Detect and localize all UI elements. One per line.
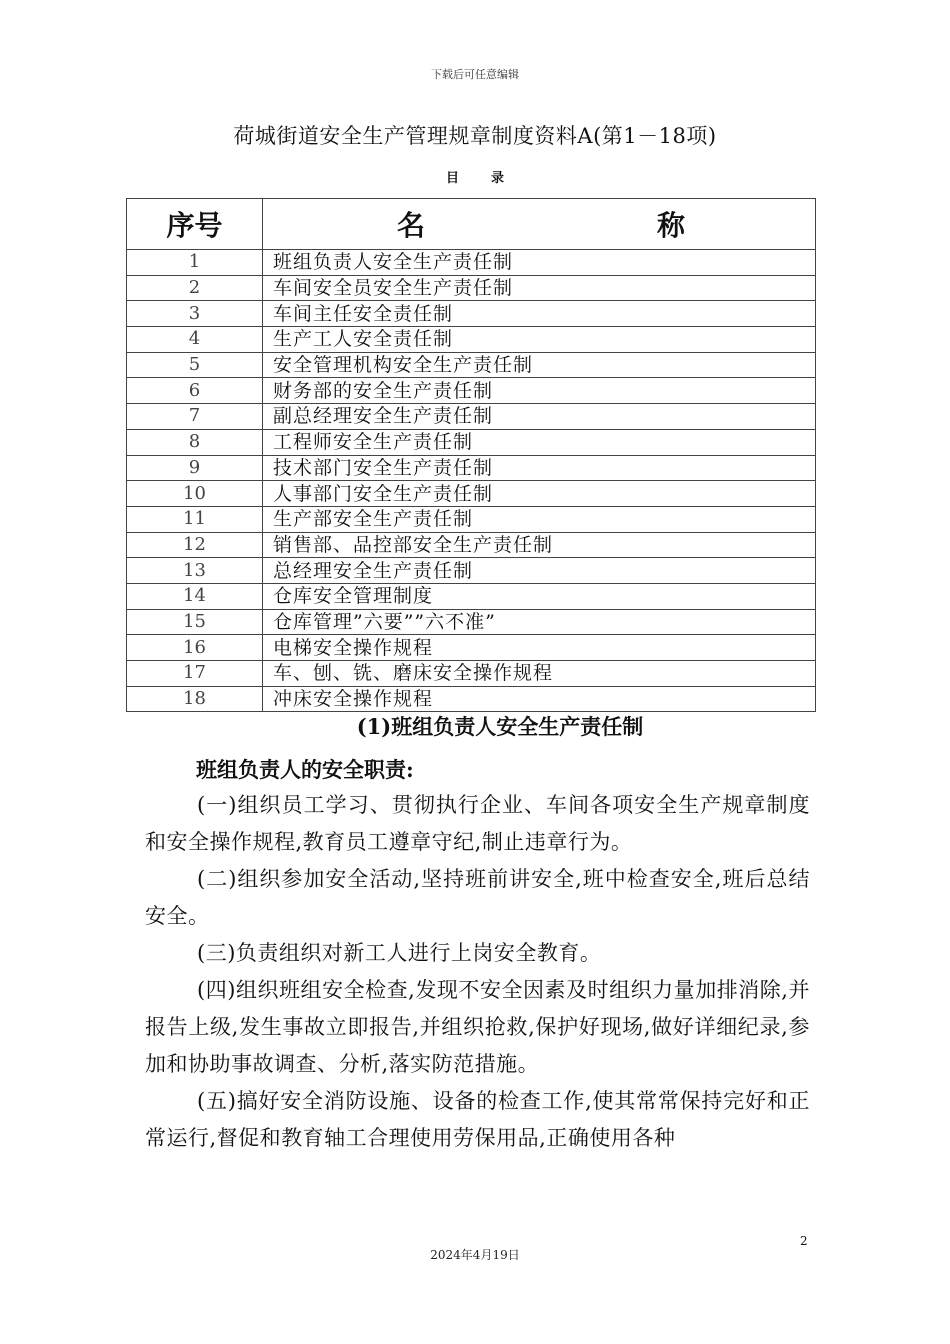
row-number: 7 <box>127 404 263 430</box>
toc-table <box>126 198 816 712</box>
section-title: (1)班组负责人安全生产责任制 <box>356 714 644 739</box>
table-row <box>127 352 816 378</box>
row-number: 1 <box>127 250 263 276</box>
row-number: 10 <box>127 481 263 507</box>
row-name: 车间安全员安全生产责任制 <box>263 275 816 301</box>
row-name: 生产部安全生产责任制 <box>263 506 816 532</box>
row-number: 6 <box>127 378 263 404</box>
row-name: 安全管理机构安全生产责任制 <box>263 352 816 378</box>
paragraph: (三)负责组织对新工人进行上岗安全教育。 <box>197 941 602 965</box>
row-number: 2 <box>127 275 263 301</box>
toc-label-right: 录 <box>491 171 505 186</box>
toc-label <box>0 167 950 186</box>
toc-col-name-right: 称 <box>656 209 685 242</box>
table-row <box>127 275 816 301</box>
document-title: 荷城街道安全生产管理规章制度资料A(第1－18项) <box>233 124 717 148</box>
row-name: 人事部门安全生产责任制 <box>263 481 816 507</box>
row-number: 4 <box>127 327 263 353</box>
table-row <box>127 609 816 635</box>
toc-body <box>127 250 816 712</box>
row-number: 3 <box>127 301 263 327</box>
row-name: 班组负责人安全生产责任制 <box>263 250 816 276</box>
row-number: 8 <box>127 429 263 455</box>
row-name: 总经理安全生产责任制 <box>263 558 816 584</box>
toc-label-left: 目 <box>445 171 459 186</box>
table-row <box>127 583 816 609</box>
row-name: 冲床安全操作规程 <box>263 686 816 712</box>
paragraph: (二)组织参加安全活动,坚持班前讲安全,班中检查安全,班后总结安全。 <box>145 867 810 928</box>
row-number: 16 <box>127 635 263 661</box>
row-name: 工程师安全生产责任制 <box>263 429 816 455</box>
row-name: 技术部门安全生产责任制 <box>263 455 816 481</box>
row-number: 14 <box>127 583 263 609</box>
table-row <box>127 455 816 481</box>
table-row <box>127 250 816 276</box>
page-number: 2 <box>800 1234 808 1248</box>
table-row <box>127 532 816 558</box>
row-name: 仓库管理”六要””六不准” <box>263 609 816 635</box>
sub-heading: 班组负责人的安全职责: <box>196 757 414 782</box>
table-row <box>127 635 816 661</box>
table-row <box>127 661 816 687</box>
row-number: 15 <box>127 609 263 635</box>
row-name: 仓库安全管理制度 <box>263 583 816 609</box>
table-row <box>127 506 816 532</box>
table-row <box>127 429 816 455</box>
row-name: 车间主任安全责任制 <box>263 301 816 327</box>
table-row <box>127 558 816 584</box>
paragraph: (五)搞好安全消防设施、设备的检查工作,使其常常保持完好和正常运行,督促和教育轴工合理使用劳保用品,正确使用各种 <box>145 1089 810 1150</box>
table-row <box>127 686 816 712</box>
paragraph: (一)组织员工学习、贯彻执行企业、车间各项安全生产规章制度和安全操作规程,教育员工遵章守纪,制止违章行为。 <box>145 793 810 854</box>
table-row <box>127 481 816 507</box>
row-name: 电梯安全操作规程 <box>263 635 816 661</box>
row-number: 13 <box>127 558 263 584</box>
table-row <box>127 327 816 353</box>
toc-header-row <box>127 199 816 250</box>
toc-col-name <box>263 199 816 250</box>
toc-col-name-left: 名 <box>397 209 426 242</box>
paragraph: (四)组织班组安全检查,发现不安全因素及时组织力量加排消除,并报告上级,发生事故立即报告,并组织抢救,保护好现场,做好详细纪录,参加和协助事故调查、分析,落实防范措施。 <box>145 978 810 1076</box>
body-text <box>145 787 810 1157</box>
row-number: 18 <box>127 686 263 712</box>
row-number: 11 <box>127 506 263 532</box>
row-number: 9 <box>127 455 263 481</box>
row-name: 副总经理安全生产责任制 <box>263 404 816 430</box>
table-row <box>127 301 816 327</box>
table-row <box>127 378 816 404</box>
row-number: 5 <box>127 352 263 378</box>
toc-col-number: 序号 <box>127 199 263 250</box>
row-number: 12 <box>127 532 263 558</box>
footer-date: 2024年4月19日 <box>430 1248 520 1262</box>
row-name: 车、刨、铣、磨床安全操作规程 <box>263 661 816 687</box>
row-name: 销售部、品控部安全生产责任制 <box>263 532 816 558</box>
header-note: 下载后可任意编辑 <box>431 68 519 81</box>
row-name: 生产工人安全责任制 <box>263 327 816 353</box>
table-row <box>127 404 816 430</box>
row-number: 17 <box>127 661 263 687</box>
row-name: 财务部的安全生产责任制 <box>263 378 816 404</box>
